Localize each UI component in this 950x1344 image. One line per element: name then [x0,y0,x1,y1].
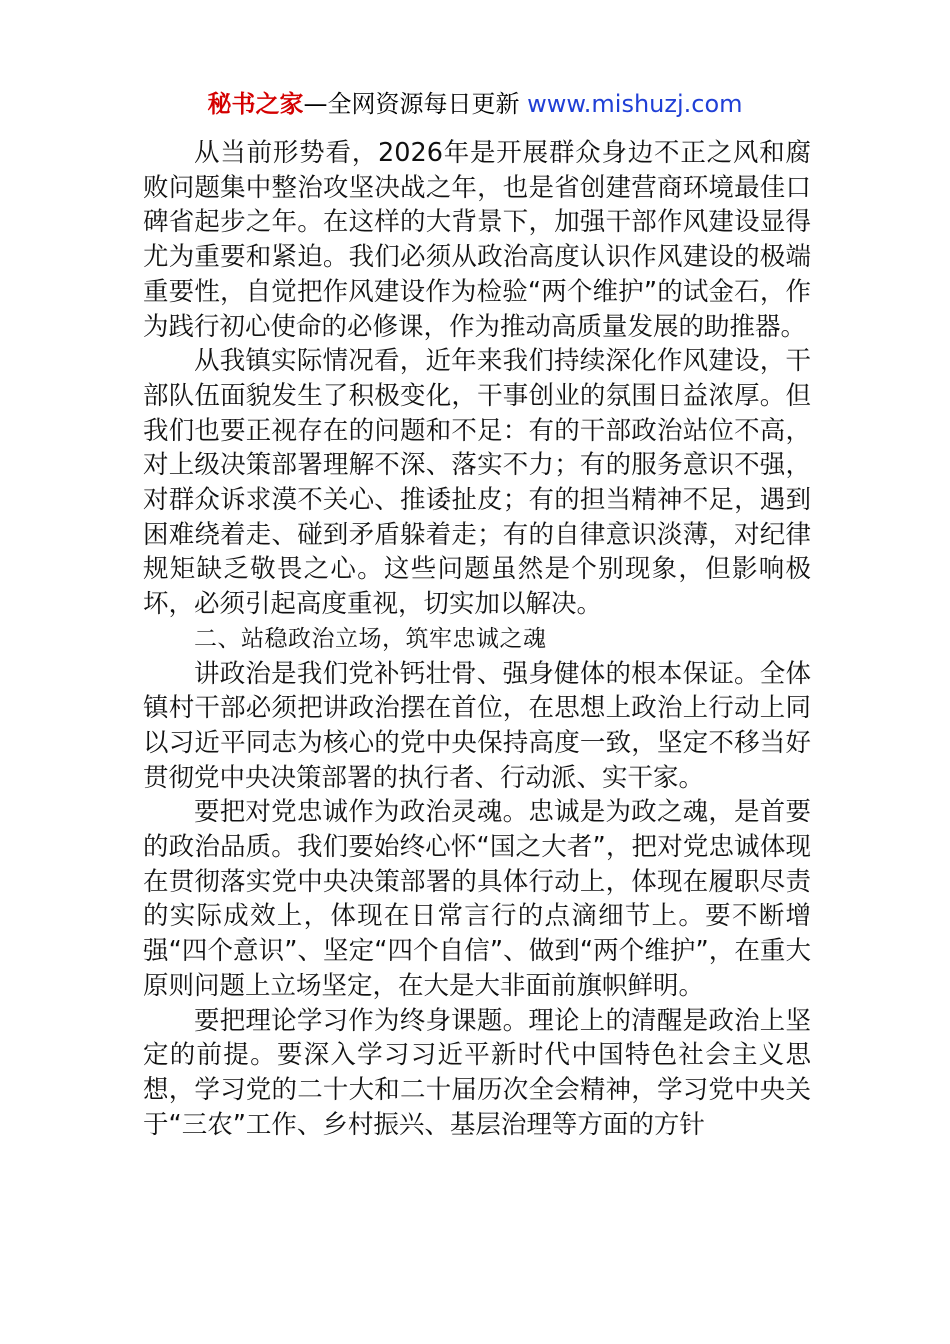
paragraph-theory-study: 要把理论学习作为终身课题。理论上的清醒是政治上坚定的前提。要深入学习习近平新时代中国特色社会主义思想，学习党的二十大和二十届历次全会精神，学习党中央关于“三农”工作、乡村振兴、基层治理等方面的方针 [143,1005,811,1140]
header-tagline: —全网资源每日更新 [303,90,528,118]
brand-name: 秘书之家 [207,90,304,118]
site-url-link[interactable]: www.mishuzj.com [527,90,743,118]
section-heading-2: 二、站稳政治立场，筑牢忠诚之魂 [194,625,547,652]
paragraph-town-status: 从我镇实际情况看，近年来我们持续深化作风建设，干部队伍面貌发生了积极变化，干事创业的氛围日益浓厚。但我们也要正视存在的问题和不足：有的干部政治站位不高，对上级决策部署理解不深、落实不力；有的服务意识不强，对群众诉求漠不关心、推诿扯皮；有的担当精神不足，遇到困难绕着走、碰到矛盾躲着走；有的自律意识淡薄，对纪律规矩缺乏敬畏之心。这些问题虽然是个别现象，但影响极坏，必须引起高度重视，切实加以解决。 [143,346,811,620]
paragraph-loyalty: 要把对党忠诚作为政治灵魂。忠诚是为政之魂，是首要的政治品质。我们要始终心怀“国之大者”，把对党忠诚体现在贯彻落实党中央决策部署的具体行动上，体现在履职尽责的实际成效上，体现在日常言行的点滴细节上。要不断增强“四个意识”、坚定“四个自信”、做到“两个维护”，在重大原则问题上立场坚定，在大是大非面前旗帜鲜明。 [143,797,811,1001]
document-body [143,136,811,1142]
paragraph-situation: 从当前形势看，2026年是开展群众身边不正之风和腐败问题集中整治攻坚决战之年，也是省创建营商环境最佳口碑省起步之年。在这样的大背景下，加强干部作风建设显得尤为重要和紧迫。我们必须从政治高度认识作风建设的极端重要性，自觉把作风建设作为检验“两个维护”的试金石，作为践行初心使命的必修课，作为推动高质量发展的助推器。 [143,138,811,342]
site-header [0,88,950,120]
paragraph-politics: 讲政治是我们党补钙壮骨、强身健体的根本保证。全体镇村干部必须把讲政治摆在首位，在思想上政治上行动上同以习近平同志为核心的党中央保持高度一致，坚定不移当好贯彻党中央决策部署的执行者、行动派、实干家。 [143,658,811,793]
